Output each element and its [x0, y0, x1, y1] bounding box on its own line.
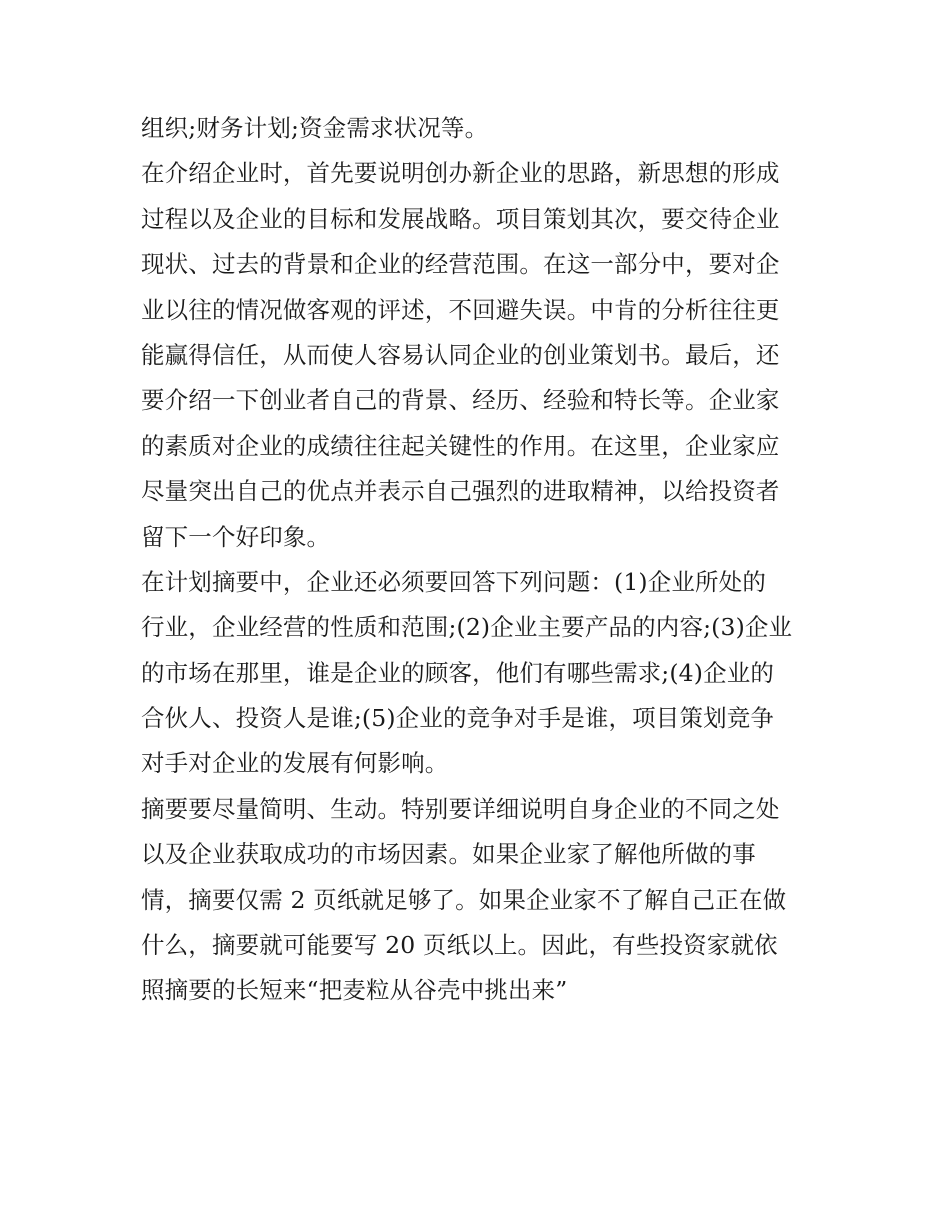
- text-line: 尽量突出自己的优点并表示自己强烈的进取精神，以给投资者: [141, 477, 780, 506]
- text-line: 在计划摘要中，企业还必须要回答下列问题：(1)企业所处的: [141, 567, 766, 596]
- text-line: 现状、过去的背景和企业的经营范围。在这一部分中，要对企: [141, 250, 780, 279]
- text-line: 以及企业获取成功的市场因素。如果企业家了解他所做的事: [141, 840, 756, 869]
- text-line: 能赢得信任，从而使人容易认同企业的创业策划书。最后，还: [141, 340, 780, 369]
- text-line: 留下一个好印象。: [141, 522, 331, 551]
- text-line: 过程以及企业的目标和发展战略。项目策划其次，要交待企业: [141, 204, 780, 233]
- text-line: 情，摘要仅需 2 页纸就足够了。如果企业家不了解自己正在做: [141, 885, 787, 914]
- text-line: 的市场在那里，谁是企业的顾客，他们有哪些需求;(4)企业的: [141, 658, 775, 687]
- text-line: 合伙人、投资人是谁;(5)企业的竞争对手是谁，项目策划竞争: [141, 704, 775, 733]
- text-line: 摘要要尽量简明、生动。特别要详细说明自身企业的不同之处: [141, 794, 780, 823]
- document-page: [141, 106, 816, 1014]
- text-line: 行业，企业经营的性质和范围;(2)企业主要产品的内容;(3)企业: [141, 613, 793, 642]
- text-line: 业以往的情况做客观的评述，不回避失误。中肯的分析往往更: [141, 295, 780, 324]
- text-line: 照摘要的长短来“把麦粒从谷壳中挑出来”: [141, 976, 568, 1005]
- text-line: 要介绍一下创业者自己的背景、经历、经验和特长等。企业家: [141, 386, 780, 415]
- text-line: 在介绍企业时，首先要说明创办新企业的思路，新思想的形成: [141, 159, 780, 188]
- text-line: 对手对企业的发展有何影响。: [141, 749, 449, 778]
- text-line: 什么，摘要就可能要写 20 页纸以上。因此，有些投资家就依: [141, 931, 778, 960]
- text-line: 的素质对企业的成绩往往起关键性的作用。在这里，企业家应: [141, 431, 780, 460]
- text-line: 组织;财务计划;资金需求状况等。: [141, 114, 489, 142]
